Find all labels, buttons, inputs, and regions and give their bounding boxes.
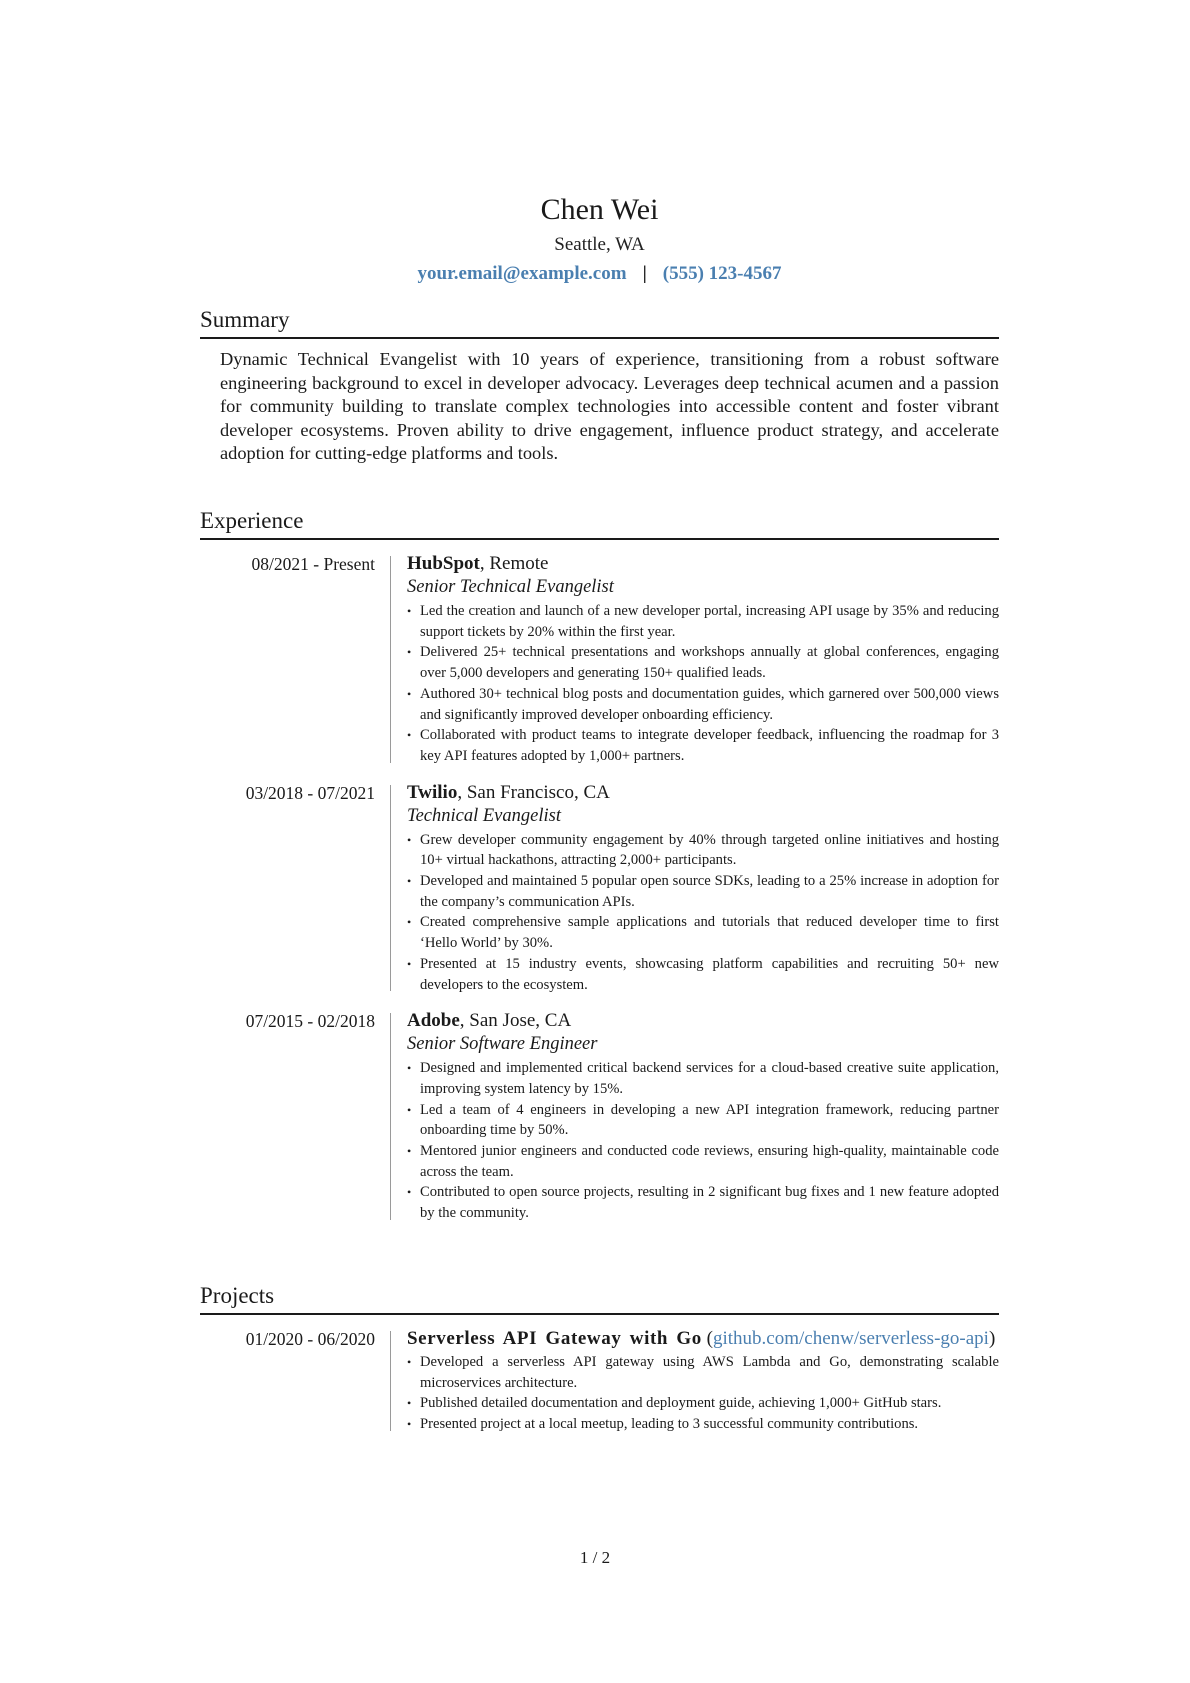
entry-body bbox=[391, 1009, 999, 1224]
job-title: Senior Software Engineer bbox=[407, 1034, 598, 1055]
page-number: 1 / 2 bbox=[579, 1548, 611, 1567]
summary-section bbox=[200, 305, 999, 466]
list-item: • Authored 30+ technical blog posts and documentation guides, which garnered over 500,000 views and significantly improved developer onboarding efficiency. bbox=[407, 685, 999, 723]
list-item: • Presented at 15 industry events, showcasing platform capabilities and recruiting 50+ new developers to the ecosystem. bbox=[407, 955, 999, 993]
entry-body bbox=[391, 552, 999, 767]
list-item: • Developed and maintained 5 popular open source SDKs, leading to a 25% increase in adoption for the company’s communication APIs. bbox=[407, 873, 999, 910]
company-location: , Remote bbox=[479, 553, 549, 574]
list-item: • Collaborated with product teams to integrate developer feedback, influencing the roadmap for 3 key API features adopted by 1,000+ partners. bbox=[407, 727, 999, 764]
entry-date: 07/2015 - 02/2018 bbox=[245, 1011, 375, 1032]
company-name: HubSpot bbox=[407, 553, 480, 574]
achievement-list bbox=[407, 601, 999, 767]
contact-line bbox=[200, 261, 999, 287]
job-title: Technical Evangelist bbox=[407, 805, 561, 826]
bullet-icon: • bbox=[407, 832, 412, 847]
link-close-paren: ) bbox=[988, 1328, 996, 1349]
link-open-paren: ( bbox=[701, 1328, 713, 1349]
entry-company-line bbox=[407, 1009, 999, 1033]
list-item: • Presented project at a local meetup, leading to 3 successful community contributions. bbox=[407, 1414, 999, 1435]
list-item: • Contributed to open source projects, resulting in 2 significant bug fixes and 1 new feature adopted by the community. bbox=[407, 1184, 999, 1222]
summary-text: Dynamic Technical Evangelist with 10 years of experience, transitioning from a robust software engineering background to excel in developer advocacy. Leverages deep technical acumen and a passion for community building to translate complex technologies into accessible content and foster vibrant developer ecosystems. Proven ability to drive engagement, influence product strategy, and accelerate adoption for cutting-edge platforms and tools. bbox=[220, 349, 999, 463]
entry-company-line bbox=[407, 781, 999, 805]
experience-heading: Experience bbox=[200, 506, 999, 540]
phone-link[interactable]: (555) 123-4567 bbox=[662, 263, 782, 284]
project-title-line bbox=[407, 1327, 999, 1350]
company-name: Twilio bbox=[407, 781, 458, 803]
bullet-icon: • bbox=[407, 1396, 412, 1411]
list-item: • Created comprehensive sample applications and tutorials that reduced developer time to first ‘Hello World’ by 30%. bbox=[407, 914, 999, 952]
bullet-icon: • bbox=[407, 1102, 412, 1117]
bullet-icon: • bbox=[407, 645, 412, 660]
project-name: Serverless API Gateway with Go bbox=[407, 1328, 702, 1349]
entry-company-line bbox=[407, 552, 999, 576]
list-item: • Led the creation and launch of a new developer portal, increasing API usage by 35% and reducing support tickets by 20% within the first year. bbox=[407, 603, 999, 640]
experience-entry bbox=[200, 1009, 999, 1224]
experience-section bbox=[200, 506, 999, 1224]
achievement-list bbox=[407, 1058, 999, 1224]
bullet-icon: • bbox=[407, 686, 412, 701]
list-item: • Mentored junior engineers and conducted code reviews, ensuring high-quality, maintainable code across the team. bbox=[407, 1143, 999, 1180]
experience-entry bbox=[200, 552, 999, 767]
bullet-icon: • bbox=[407, 1144, 412, 1159]
summary-heading: Summary bbox=[200, 305, 999, 339]
list-item: • Published detailed documentation and deployment guide, achieving 1,000+ GitHub stars. bbox=[407, 1393, 999, 1414]
bullet-icon: • bbox=[407, 1417, 412, 1432]
candidate-name: Chen Wei bbox=[540, 193, 659, 226]
achievement-list bbox=[407, 830, 999, 996]
project-repo-link[interactable]: github.com/chenw/serverless-go-api bbox=[712, 1328, 989, 1349]
bullet-icon: • bbox=[407, 1355, 412, 1369]
resume-header bbox=[200, 190, 999, 287]
bullet-icon: • bbox=[407, 874, 412, 889]
company-name: Adobe bbox=[407, 1010, 460, 1032]
entry-date: 01/2020 - 06/2020 bbox=[245, 1329, 375, 1349]
bullet-icon: • bbox=[407, 728, 412, 743]
projects-section bbox=[200, 1281, 999, 1435]
entry-date: 03/2018 - 07/2021 bbox=[245, 782, 375, 803]
list-item: • Developed a serverless API gateway using AWS Lambda and Go, demonstrating scalable microservices architecture. bbox=[407, 1354, 999, 1391]
candidate-location: Seattle, WA bbox=[554, 234, 645, 255]
entry-body bbox=[391, 1327, 999, 1435]
contact-separator: | bbox=[642, 263, 647, 284]
entry-body bbox=[391, 781, 999, 996]
list-item: • Designed and implemented critical backend services for a cloud-based creative suite application, improving system latency by 15%. bbox=[407, 1060, 999, 1097]
list-item: • Led a team of 4 engineers in developing a new API integration framework, reducing partner onboarding time by 50%. bbox=[407, 1101, 999, 1139]
bullet-icon: • bbox=[407, 956, 412, 971]
bullet-icon: • bbox=[407, 1061, 412, 1076]
company-location: , San Jose, CA bbox=[459, 1010, 572, 1032]
bullet-icon: • bbox=[407, 604, 412, 618]
list-item: • Delivered 25+ technical presentations and workshops annually at global conferences, engaging over 5,000 developers and generating 150+ qualified leads. bbox=[407, 644, 999, 682]
achievement-list bbox=[407, 1352, 999, 1435]
experience-entry bbox=[200, 781, 999, 996]
bullet-icon: • bbox=[407, 1185, 412, 1200]
entry-date: 08/2021 - Present bbox=[251, 554, 375, 574]
bullet-icon: • bbox=[407, 915, 412, 930]
company-location: , San Francisco, CA bbox=[457, 781, 610, 803]
email-link[interactable]: your.email@example.com bbox=[417, 263, 627, 284]
projects-heading: Projects bbox=[200, 1281, 999, 1315]
list-item: • Grew developer community engagement by 40% through targeted online initiatives and hosting 10+ virtual hackathons, attracting 2,000+ participants. bbox=[407, 831, 999, 869]
project-entry bbox=[200, 1327, 999, 1435]
job-title: Senior Technical Evangelist bbox=[407, 577, 614, 597]
